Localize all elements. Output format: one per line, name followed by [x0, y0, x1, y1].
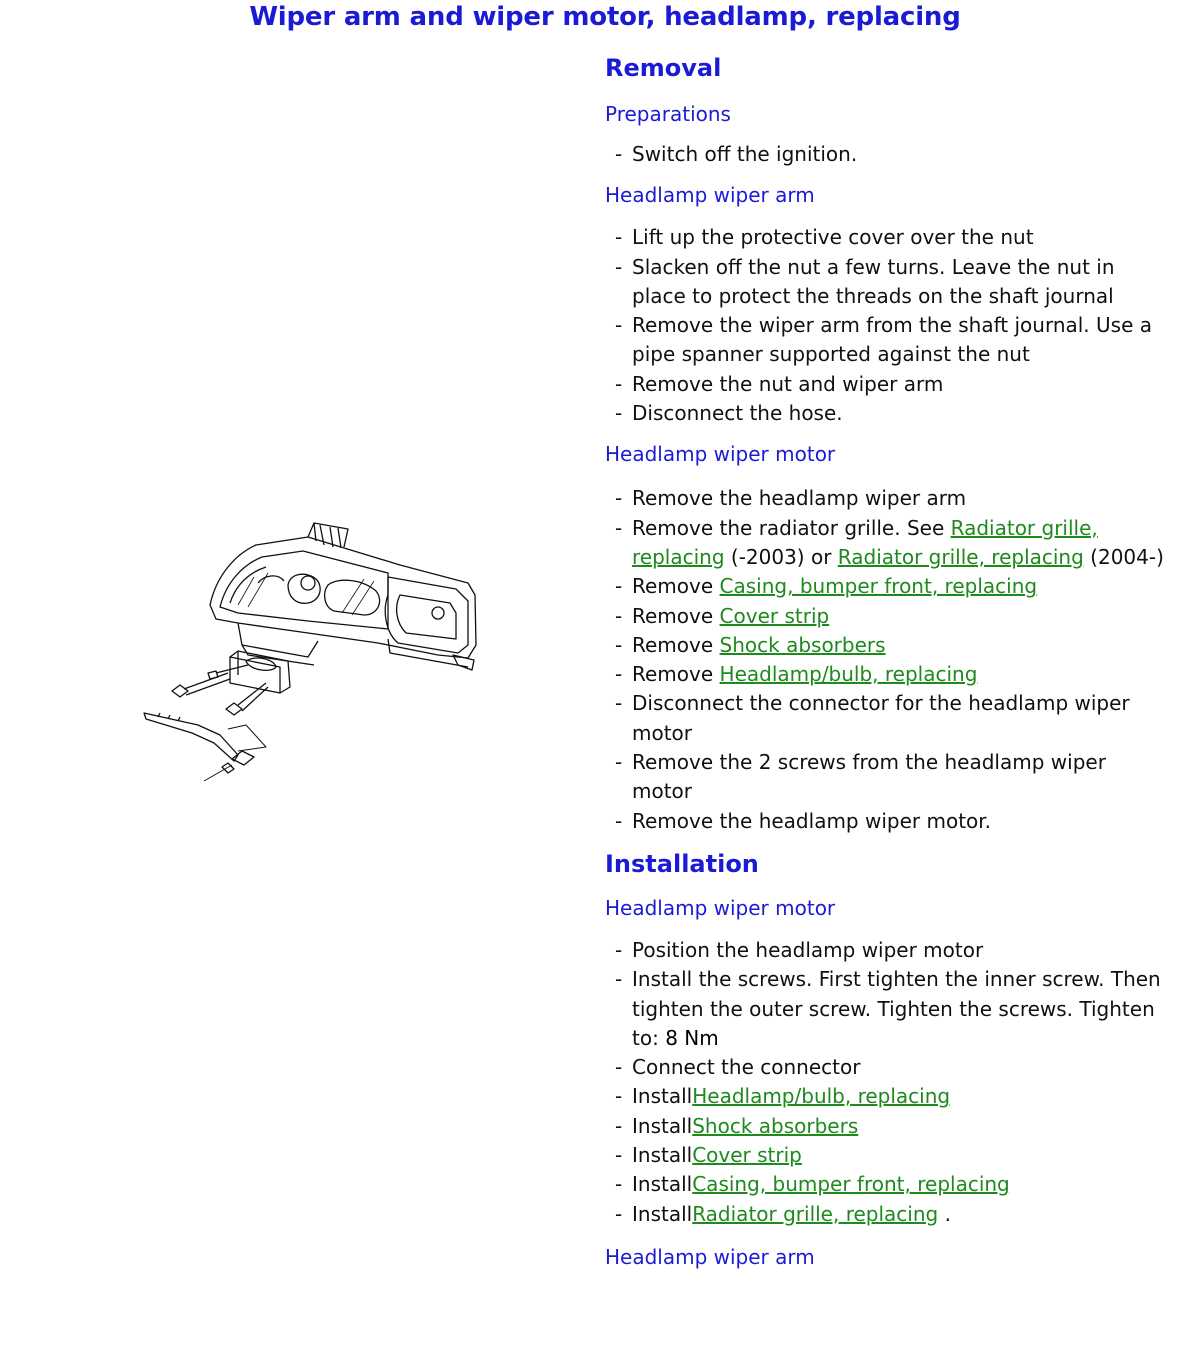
cover-strip-install-link[interactable]: Cover strip — [692, 1143, 802, 1168]
list-item: - InstallHeadlamp/bulb, replacing — [615, 1084, 951, 1109]
removal-heading: Removal — [605, 54, 722, 82]
list-item: - InstallRadiator grille, replacing . — [615, 1201, 951, 1226]
list-item: - InstallCasing, bumper front, replacing — [615, 1172, 1010, 1197]
list-item: - Remove the headlamp wiper motor. — [615, 808, 992, 833]
list-item: - Lift up the protective cover over the nut — [615, 225, 1034, 250]
preparations-heading: Preparations — [605, 102, 731, 126]
headlamp-bulb-install-link[interactable]: Headlamp/bulb, replacing — [692, 1084, 951, 1109]
list-item: - Remove the radiator grille. See Radiator grille, replacing (-2003) or Radiator grille, replacing (2004-) — [615, 515, 1164, 569]
list-item: - Switch off the ignition. — [615, 142, 858, 166]
list-item: - Remove the wiper arm from the shaft journal. Use a pipe spanner supported against the nut — [615, 313, 1152, 367]
list-item: - InstallShock absorbers — [615, 1113, 859, 1138]
radiator-grille-install-link[interactable]: Radiator grille, replacing — [692, 1201, 939, 1226]
wiper-motor-removal-steps — [605, 484, 1165, 836]
casing-bumper-install-link[interactable]: Casing, bumper front, replacing — [692, 1172, 1010, 1197]
list-item: - Remove the headlamp wiper arm — [615, 486, 967, 511]
list-item: - Slacken off the nut a few turns. Leave the nut in place to protect the threads on the shaft journal — [615, 254, 1115, 308]
list-item: - Disconnect the connector for the headlamp wiper motor — [615, 691, 1130, 745]
wiper-motor-install-heading: Headlamp wiper motor — [605, 895, 836, 920]
preparations-steps — [605, 140, 1165, 169]
shock-absorbers-install-link[interactable]: Shock absorbers — [692, 1113, 859, 1138]
cover-strip-link[interactable]: Cover strip — [719, 603, 830, 628]
list-item: - InstallCover strip — [615, 1143, 802, 1168]
wiper-arm-removal-heading: Headlamp wiper arm — [605, 183, 815, 208]
wiper-arm-removal-steps — [605, 223, 1165, 428]
casing-bumper-link[interactable]: Casing, bumper front, replacing — [719, 574, 1038, 599]
list-item: - Disconnect the hose. — [615, 401, 843, 426]
list-item: - Remove Headlamp/bulb, replacing — [615, 662, 978, 687]
headlamp-wiper-illustration — [138, 515, 488, 795]
radiator-grille-link-2004[interactable]: Radiator grille, replacing — [837, 544, 1084, 569]
list-item: - Remove Casing, bumper front, replacing — [615, 574, 1038, 599]
list-item: - Position the headlamp wiper motor — [615, 937, 984, 962]
page-title: Wiper arm and wiper motor, headlamp, replacing — [249, 2, 961, 32]
wiper-motor-install-steps — [605, 936, 1165, 1229]
procedure-content — [605, 52, 1165, 1271]
installation-heading: Installation — [605, 849, 759, 878]
shock-absorbers-link[interactable]: Shock absorbers — [719, 632, 886, 657]
list-item: - Connect the connector — [615, 1055, 861, 1080]
headlamp-bulb-link[interactable]: Headlamp/bulb, replacing — [719, 662, 978, 687]
list-item: - Remove the nut and wiper arm — [615, 371, 944, 396]
torque-value: 8 Nm — [665, 1025, 719, 1050]
list-item: - Remove the 2 screws from the headlamp wiper motor — [615, 750, 1106, 804]
radiator-grille-link-2003[interactable]: Radiator grille, replacing — [632, 515, 1098, 569]
wiper-motor-removal-heading: Headlamp wiper motor — [605, 442, 836, 467]
wiper-arm-install-heading: Headlamp wiper arm — [605, 1244, 815, 1269]
list-item: - Remove Shock absorbers — [615, 632, 886, 657]
list-item: - Remove Cover strip — [615, 603, 830, 628]
list-item: - Install the screws. First tighten the inner screw. Then tighten the outer screw. Tighten the screws. Tighten to: 8 Nm — [615, 967, 1161, 1050]
